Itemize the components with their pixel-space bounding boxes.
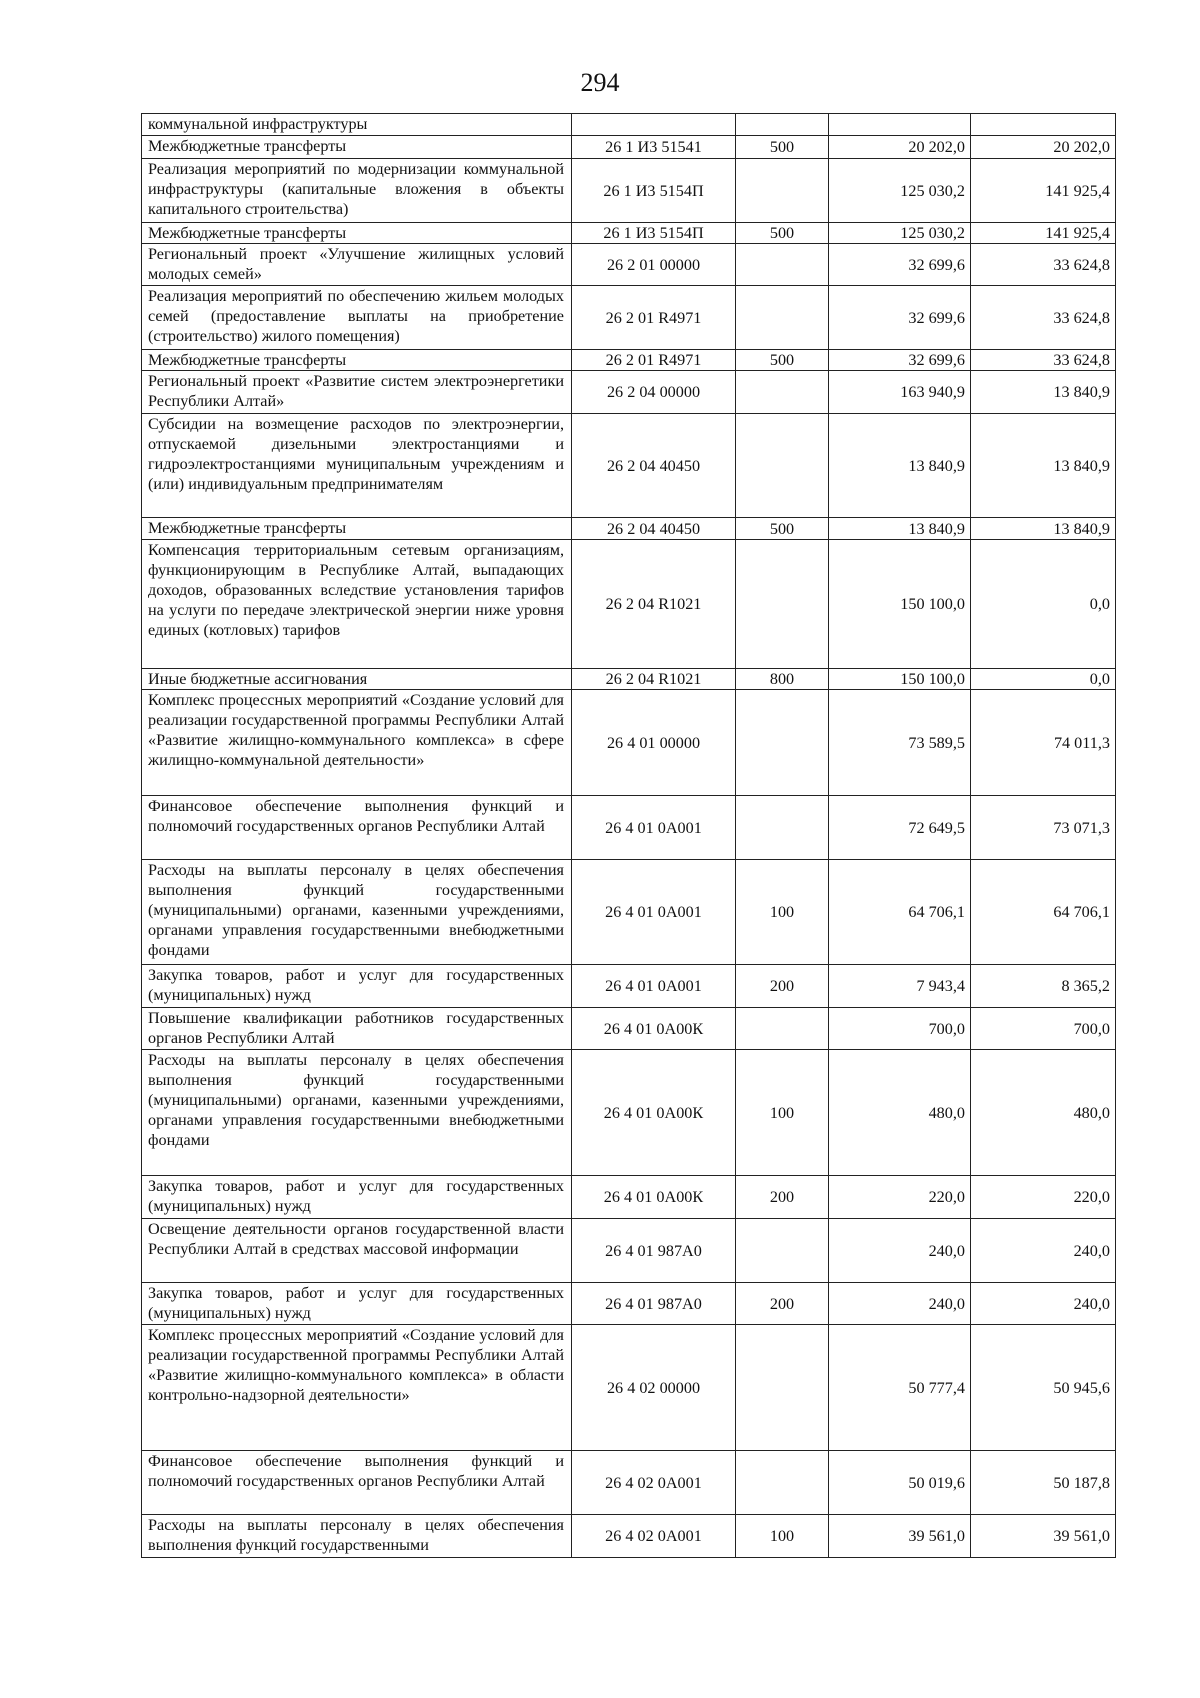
row-code: 26 4 01 987А0 — [572, 1219, 736, 1283]
row-sum-1: 150 100,0 — [829, 540, 971, 669]
row-sum-1: 480,0 — [829, 1050, 971, 1176]
table-row — [142, 1325, 1116, 1451]
row-sum-2: 141 925,4 — [971, 223, 1116, 244]
row-code: 26 1 И3 5154П — [572, 159, 736, 223]
row-sum-1 — [829, 114, 971, 136]
table-row — [142, 286, 1116, 350]
table-row — [142, 518, 1116, 540]
row-sum-1: 125 030,2 — [829, 159, 971, 223]
row-code: 26 2 01 00000 — [572, 244, 736, 286]
row-code: 26 4 01 0А00К — [572, 1050, 736, 1176]
row-sum-2: 73 071,3 — [971, 796, 1116, 860]
row-expense-type: 500 — [736, 136, 829, 159]
row-name: Расходы на выплаты персоналу в целях обеспечения выполнения функций государственными — [142, 1515, 572, 1558]
row-name: Иные бюджетные ассигнования — [142, 669, 572, 690]
row-code: 26 4 01 0А001 — [572, 860, 736, 965]
row-sum-1: 32 699,6 — [829, 286, 971, 350]
table-row — [142, 796, 1116, 860]
row-name: Компенсация территориальным сетевым организациям, функционирующим в Республике Алтай, выпадающих доходов, образованных вследствие установления тарифов на услуги по передаче электрической энергии ниже уровня единых (котловых) тарифов — [142, 540, 572, 669]
row-code: 26 1 И3 5154П — [572, 223, 736, 244]
row-sum-2: 8 365,2 — [971, 965, 1116, 1008]
row-expense-type: 200 — [736, 965, 829, 1008]
row-name: Повышение квалификации работников государственных органов Республики Алтай — [142, 1008, 572, 1050]
row-expense-type — [736, 371, 829, 414]
table-row — [142, 159, 1116, 223]
row-name: Финансовое обеспечение выполнения функций и полномочий государственных органов Республики Алтай — [142, 796, 572, 860]
table-row — [142, 669, 1116, 690]
row-sum-1: 7 943,4 — [829, 965, 971, 1008]
row-expense-type — [736, 244, 829, 286]
table-row — [142, 1515, 1116, 1558]
row-name: Закупка товаров, работ и услуг для государственных (муниципальных) нужд — [142, 965, 572, 1008]
row-name: Закупка товаров, работ и услуг для государственных (муниципальных) нужд — [142, 1283, 572, 1325]
row-name: Освещение деятельности органов государственной власти Республики Алтай в средствах массовой информации — [142, 1219, 572, 1283]
row-expense-type — [736, 796, 829, 860]
row-name: Региональный проект «Улучшение жилищных условий молодых семей» — [142, 244, 572, 286]
row-expense-type — [736, 690, 829, 796]
row-sum-1: 64 706,1 — [829, 860, 971, 965]
row-expense-type: 800 — [736, 669, 829, 690]
row-expense-type — [736, 159, 829, 223]
row-sum-2 — [971, 114, 1116, 136]
row-sum-2: 700,0 — [971, 1008, 1116, 1050]
row-name: Комплекс процессных мероприятий «Создание условий для реализации государственной программы Республики Алтай «Развитие жилищно-коммунального комплекса» в сфере жилищно-коммунальной деятельности» — [142, 690, 572, 796]
row-expense-type: 500 — [736, 350, 829, 371]
table-row — [142, 414, 1116, 518]
row-expense-type: 100 — [736, 1515, 829, 1558]
row-sum-1: 20 202,0 — [829, 136, 971, 159]
row-sum-1: 700,0 — [829, 1008, 971, 1050]
row-sum-2: 39 561,0 — [971, 1515, 1116, 1558]
row-expense-type — [736, 286, 829, 350]
row-sum-1: 13 840,9 — [829, 518, 971, 540]
table-row — [142, 244, 1116, 286]
row-sum-1: 125 030,2 — [829, 223, 971, 244]
row-name: Реализация мероприятий по модернизации коммунальной инфраструктуры (капитальные вложения в объекты капитального строительства) — [142, 159, 572, 223]
row-code: 26 2 01 R4971 — [572, 286, 736, 350]
row-sum-2: 33 624,8 — [971, 286, 1116, 350]
row-expense-type — [736, 1008, 829, 1050]
row-sum-2: 13 840,9 — [971, 371, 1116, 414]
row-sum-2: 74 011,3 — [971, 690, 1116, 796]
row-sum-2: 13 840,9 — [971, 414, 1116, 518]
row-code: 26 4 01 0А001 — [572, 965, 736, 1008]
row-code: 26 2 04 R1021 — [572, 540, 736, 669]
row-code: 26 2 04 R1021 — [572, 669, 736, 690]
table-row — [142, 860, 1116, 965]
row-code: 26 4 01 0А00К — [572, 1176, 736, 1219]
row-sum-1: 13 840,9 — [829, 414, 971, 518]
row-code: 26 1 И3 51541 — [572, 136, 736, 159]
row-name: Финансовое обеспечение выполнения функций и полномочий государственных органов Республики Алтай — [142, 1451, 572, 1515]
row-name: Региональный проект «Развитие систем электроэнергетики Республики Алтай» — [142, 371, 572, 414]
row-expense-type — [736, 540, 829, 669]
table-row — [142, 114, 1116, 136]
row-code: 26 4 01 0А001 — [572, 796, 736, 860]
row-sum-1: 39 561,0 — [829, 1515, 971, 1558]
row-sum-2: 0,0 — [971, 669, 1116, 690]
row-sum-1: 50 777,4 — [829, 1325, 971, 1451]
row-sum-2: 33 624,8 — [971, 244, 1116, 286]
row-code: 26 4 02 00000 — [572, 1325, 736, 1451]
row-name: Межбюджетные трансферты — [142, 136, 572, 159]
row-sum-2: 50 187,8 — [971, 1451, 1116, 1515]
table-row — [142, 690, 1116, 796]
row-name: Расходы на выплаты персоналу в целях обеспечения выполнения функций государственными (муниципальными) органами, казенными учреждениями, органами управления государственными внебюджетными фондами — [142, 1050, 572, 1176]
row-sum-1: 32 699,6 — [829, 350, 971, 371]
row-expense-type: 100 — [736, 860, 829, 965]
row-code: 26 4 02 0А001 — [572, 1451, 736, 1515]
row-sum-1: 163 940,9 — [829, 371, 971, 414]
table-row — [142, 350, 1116, 371]
row-name: Межбюджетные трансферты — [142, 223, 572, 244]
table-row — [142, 1050, 1116, 1176]
page-number: 294 — [580, 68, 620, 97]
row-expense-type — [736, 414, 829, 518]
row-sum-1: 73 589,5 — [829, 690, 971, 796]
row-sum-1: 72 649,5 — [829, 796, 971, 860]
row-sum-2: 0,0 — [971, 540, 1116, 669]
row-sum-1: 240,0 — [829, 1283, 971, 1325]
row-expense-type — [736, 1451, 829, 1515]
table-row — [142, 1176, 1116, 1219]
row-sum-1: 32 699,6 — [829, 244, 971, 286]
row-name: Реализация мероприятий по обеспечению жильем молодых семей (предоставление выплаты на приобретение (строительство) жилого помещения) — [142, 286, 572, 350]
row-name: Закупка товаров, работ и услуг для государственных (муниципальных) нужд — [142, 1176, 572, 1219]
row-sum-2: 64 706,1 — [971, 860, 1116, 965]
row-sum-2: 240,0 — [971, 1283, 1116, 1325]
row-expense-type — [736, 1325, 829, 1451]
row-name: коммунальной инфраструктуры — [142, 114, 572, 136]
row-sum-2: 33 624,8 — [971, 350, 1116, 371]
table-row — [142, 540, 1116, 669]
table-row — [142, 1219, 1116, 1283]
row-code: 26 4 01 00000 — [572, 690, 736, 796]
row-code: 26 2 04 00000 — [572, 371, 736, 414]
row-sum-1: 240,0 — [829, 1219, 971, 1283]
row-sum-2: 480,0 — [971, 1050, 1116, 1176]
row-sum-1: 150 100,0 — [829, 669, 971, 690]
row-expense-type: 100 — [736, 1050, 829, 1176]
row-code: 26 2 01 R4971 — [572, 350, 736, 371]
table-row — [142, 1451, 1116, 1515]
row-name: Межбюджетные трансферты — [142, 518, 572, 540]
row-sum-1: 50 019,6 — [829, 1451, 971, 1515]
row-name: Межбюджетные трансферты — [142, 350, 572, 371]
row-expense-type: 500 — [736, 518, 829, 540]
row-expense-type: 500 — [736, 223, 829, 244]
row-code: 26 2 04 40450 — [572, 518, 736, 540]
row-sum-2: 240,0 — [971, 1219, 1116, 1283]
row-expense-type — [736, 114, 829, 136]
row-sum-2: 50 945,6 — [971, 1325, 1116, 1451]
row-sum-2: 20 202,0 — [971, 136, 1116, 159]
row-expense-type: 200 — [736, 1176, 829, 1219]
row-name: Расходы на выплаты персоналу в целях обеспечения выполнения функций государственными (муниципальными) органами, казенными учреждениями, органами управления государственными внебюджетными фондами — [142, 860, 572, 965]
row-code: 26 4 02 0А001 — [572, 1515, 736, 1558]
table-row — [142, 1008, 1116, 1050]
row-expense-type: 200 — [736, 1283, 829, 1325]
row-sum-2: 141 925,4 — [971, 159, 1116, 223]
table-row — [142, 371, 1116, 414]
table-row — [142, 223, 1116, 244]
row-expense-type — [736, 1219, 829, 1283]
table-row — [142, 1283, 1116, 1325]
row-code — [572, 114, 736, 136]
row-name: Субсидии на возмещение расходов по электроэнергии, отпускаемой дизельными электростанциями и гидроэлектростанциями муниципальным учреждениям и (или) индивидуальным предпринимателям — [142, 414, 572, 518]
table-row — [142, 965, 1116, 1008]
row-sum-2: 220,0 — [971, 1176, 1116, 1219]
row-code: 26 2 04 40450 — [572, 414, 736, 518]
table-row — [142, 136, 1116, 159]
row-code: 26 4 01 987А0 — [572, 1283, 736, 1325]
row-sum-2: 13 840,9 — [971, 518, 1116, 540]
budget-table — [141, 113, 1116, 1558]
row-name: Комплекс процессных мероприятий «Создание условий для реализации государственной программы Республики Алтай «Развитие жилищно-коммунального комплекса» в области контрольно-надзорной деятельности» — [142, 1325, 572, 1451]
row-code: 26 4 01 0А00К — [572, 1008, 736, 1050]
row-sum-1: 220,0 — [829, 1176, 971, 1219]
